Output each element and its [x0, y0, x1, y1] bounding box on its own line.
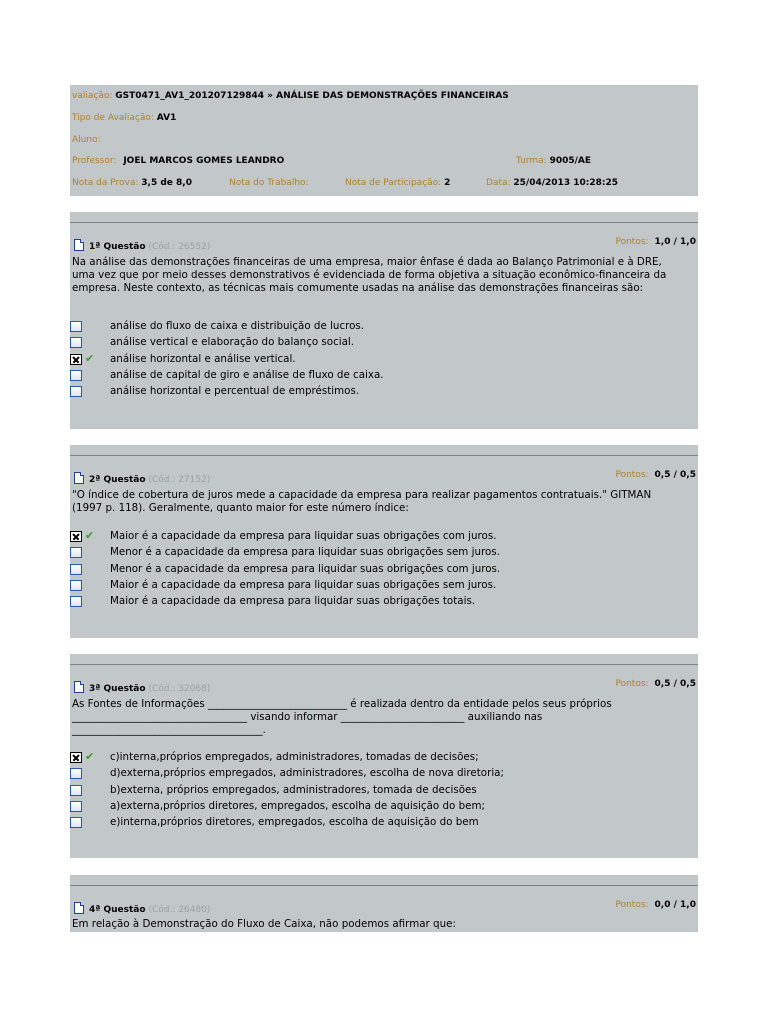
professor-label: Professor: — [72, 156, 117, 166]
document-icon — [74, 239, 84, 251]
question-points — [615, 900, 696, 910]
question-heading — [74, 681, 210, 694]
checkbox-icon[interactable] — [70, 337, 82, 348]
question-number: 4ª Questão — [89, 905, 146, 915]
points-value: 0,5 / 0,5 — [654, 470, 696, 480]
checked-box-icon[interactable] — [70, 752, 82, 763]
checked-box-icon[interactable] — [70, 354, 82, 365]
question-points — [615, 237, 696, 247]
checkbox-icon[interactable] — [70, 768, 82, 779]
correct-check-icon: ✔ — [85, 351, 95, 365]
aluno-row — [72, 135, 101, 145]
question-heading — [74, 239, 210, 252]
nota-participacao-value: 2 — [444, 178, 451, 188]
option-text: c)interna,próprios empregados, administradores, tomadas de decisões; — [110, 751, 479, 763]
nota-trabalho-row — [229, 178, 309, 188]
points-label: Pontos: — [615, 470, 649, 480]
answer-option[interactable] — [70, 336, 698, 352]
answer-option[interactable] — [70, 320, 698, 336]
option-text: análise do fluxo de caixa e distribuição de lucros. — [110, 320, 365, 332]
checkbox-icon[interactable] — [70, 321, 82, 332]
data-value: 25/04/2013 10:28:25 — [513, 178, 618, 188]
turma-value: 9005/AE — [549, 156, 592, 166]
tipo-label: Tipo de Avaliação: — [72, 113, 154, 123]
question-stem: As Fontes de Informações ___________________________ é realizada dentro da entidade pelos seus próprios __________________________________ visando informar ________________________ auxiliando nas _____________________________________. — [72, 698, 612, 736]
answer-option[interactable] — [70, 800, 698, 816]
document-icon — [74, 902, 84, 914]
question-points — [615, 679, 696, 689]
points-value: 1,0 / 1,0 — [654, 237, 696, 247]
answer-option[interactable] — [70, 546, 698, 562]
answer-option[interactable] — [70, 816, 698, 832]
checkbox-icon[interactable] — [70, 547, 82, 558]
checkbox-icon[interactable] — [70, 386, 82, 397]
answer-option[interactable] — [70, 579, 698, 595]
nota-prova-row — [72, 178, 192, 188]
document-icon — [74, 681, 84, 693]
points-label: Pontos: — [615, 237, 649, 247]
question-code: (Cód.: 26552) — [148, 242, 211, 252]
option-text: Maior é a capacidade da empresa para liquidar suas obrigações com juros. — [110, 530, 497, 542]
option-text: análise horizontal e análise vertical. — [110, 352, 296, 365]
data-row — [486, 178, 618, 188]
question-code: (Cód.: 27152) — [148, 475, 211, 485]
turma-label: Turma: — [516, 156, 547, 166]
nota-prova-label: Nota da Prova: — [72, 178, 139, 188]
option-text: e)interna,próprios diretores, empregados, escolha de aquisição do bem — [110, 816, 479, 829]
answer-option[interactable] — [70, 784, 698, 800]
points-label: Pontos: — [615, 900, 649, 910]
avaliacao-row — [72, 91, 509, 101]
question-stem: "O índice de cobertura de juros mede a capacidade da empresa para realizar pagamentos contratuais." GITMAN (1997 p. 118). Geralmente, quanto maior for este número índice: — [72, 489, 652, 514]
option-text: d)externa,próprios empregados, administradores, escolha de nova diretoria; — [110, 767, 504, 780]
question-panel-1 — [70, 212, 698, 429]
option-text: Maior é a capacidade da empresa para liquidar suas obrigações totais. — [110, 595, 476, 608]
options-list — [70, 530, 698, 611]
options-list — [70, 320, 698, 401]
question-points — [615, 470, 696, 480]
question-heading — [74, 902, 210, 915]
divider — [70, 664, 698, 665]
checkbox-icon[interactable] — [70, 596, 82, 607]
answer-option[interactable] — [70, 369, 698, 385]
option-text: análise vertical e elaboração do balanço social. — [110, 336, 355, 349]
checkbox-icon[interactable] — [70, 564, 82, 575]
question-code: (Cód.: 32068) — [148, 684, 211, 694]
turma-row — [516, 156, 591, 166]
question-number: 1ª Questão — [89, 242, 146, 252]
question-panel-2 — [70, 445, 698, 638]
answer-option[interactable] — [70, 767, 698, 783]
question-code: (Cód.: 26480) — [148, 905, 211, 915]
checkbox-icon[interactable] — [70, 580, 82, 591]
option-text: b)externa, próprios empregados, administradores, tomada de decisões — [110, 783, 477, 796]
divider — [70, 222, 698, 223]
tipo-row — [72, 113, 176, 123]
tipo-value: AV1 — [156, 113, 177, 123]
points-value: 0,0 / 1,0 — [654, 900, 696, 910]
points-value: 0,5 / 0,5 — [654, 679, 696, 689]
divider — [70, 885, 698, 886]
checked-box-icon[interactable] — [70, 531, 82, 542]
answer-option-selected[interactable] — [70, 530, 698, 546]
nota-participacao-label: Nota de Participação: — [345, 178, 442, 188]
checkbox-icon[interactable] — [70, 370, 82, 381]
avaliacao-label: valiação: — [72, 91, 113, 101]
nota-prova-value: 3,5 de 8,0 — [141, 178, 192, 188]
nota-participacao-row — [345, 178, 450, 188]
answer-option-selected[interactable] — [70, 353, 698, 369]
professor-row — [72, 156, 284, 166]
checkbox-icon[interactable] — [70, 817, 82, 828]
question-heading — [74, 472, 210, 485]
checkbox-icon[interactable] — [70, 785, 82, 796]
divider — [70, 455, 698, 456]
correct-check-icon: ✔ — [85, 529, 95, 542]
evaluation-header — [70, 85, 698, 196]
option-text: Menor é a capacidade da empresa para liquidar suas obrigações sem juros. — [110, 546, 500, 559]
option-text: a)externa,próprios diretores, empregados, escolha de aquisição do bem; — [110, 799, 485, 812]
professor-value: JOEL MARCOS GOMES LEANDRO — [123, 156, 285, 166]
document-icon — [74, 472, 84, 484]
answer-option[interactable] — [70, 385, 698, 401]
question-stem: Em relação à Demonstração do Fluxo de Caixa, não podemos afirmar que: — [72, 918, 456, 930]
question-panel-4 — [70, 875, 698, 932]
option-text: Maior é a capacidade da empresa para liquidar suas obrigações sem juros. — [110, 578, 497, 591]
answer-option-selected[interactable] — [70, 751, 698, 767]
question-panel-3 — [70, 654, 698, 858]
avaliacao-value: GST0471_AV1_201207129844 » ANÁLISE DAS DEMONSTRAÇÕES FINANCEIRAS — [115, 91, 509, 101]
option-text: Menor é a capacidade da empresa para liquidar suas obrigações com juros. — [110, 562, 501, 575]
question-number: 2ª Questão — [89, 475, 146, 485]
option-text: análise horizontal e percentual de empréstimos. — [110, 385, 360, 398]
question-number: 3ª Questão — [89, 684, 146, 694]
nota-trabalho-label: Nota do Trabalho: — [229, 178, 309, 188]
options-list — [70, 751, 698, 832]
checkbox-icon[interactable] — [70, 801, 82, 812]
aluno-label: Aluno: — [72, 135, 101, 145]
answer-option[interactable] — [70, 563, 698, 579]
answer-option[interactable] — [70, 595, 698, 611]
data-label: Data: — [486, 178, 511, 188]
points-label: Pontos: — [615, 679, 649, 689]
correct-check-icon: ✔ — [85, 750, 95, 763]
question-stem: Na análise das demonstrações financeiras de uma empresa, maior ênfase é dada ao Balanço Patrimonial e à DRE, uma vez que por meio desses demonstrativos é evidenciada de forma objetiva a situação econômico-financeira da empresa. Neste contexto, as técnicas mais comumente usadas na análise das demonstrações financeiras são: — [72, 256, 667, 294]
option-text: análise de capital de giro e análise de fluxo de caixa. — [110, 368, 384, 381]
